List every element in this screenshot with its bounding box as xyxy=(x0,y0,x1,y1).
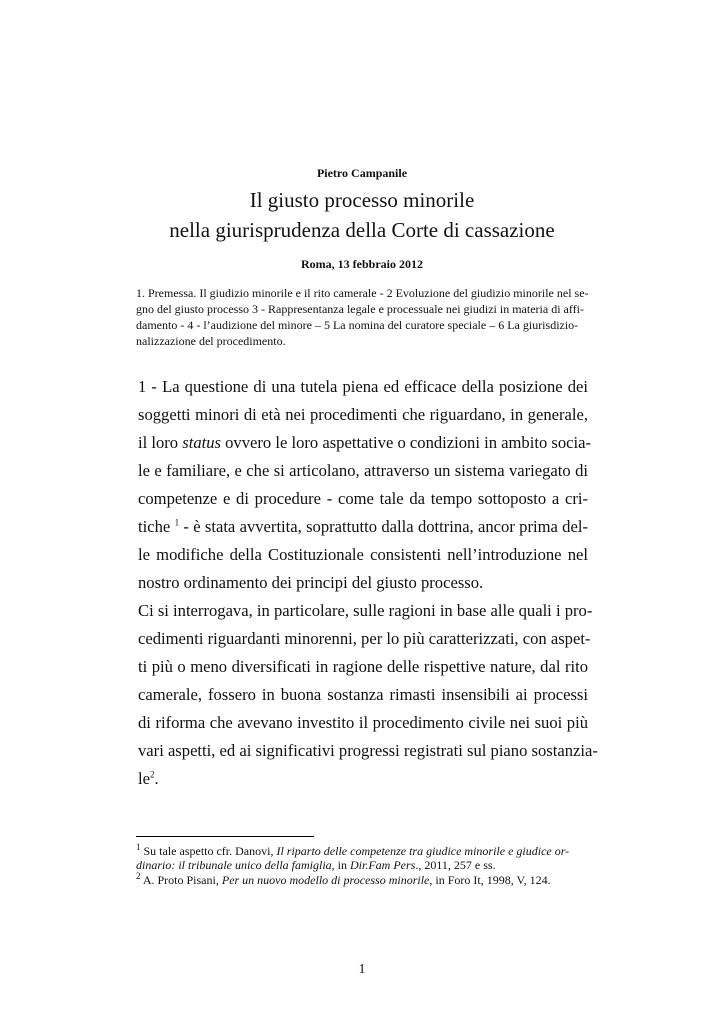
body-line: Ci si interrogava, in particolare, sulle ragioni in base alle quali i pro- xyxy=(138,601,593,620)
body-line: 1 - La questione di una tutela piena ed efficace della posizione dei xyxy=(138,377,588,396)
body-line: vari aspetti, ed ai significativi progressi registrati sul piano sostanzia- xyxy=(138,741,598,760)
footnote-ref-1[interactable]: 1 xyxy=(174,517,180,528)
footnote-2: $^2$ A. Proto Pisani, Per un nuovo modello di processo minorile, in Foro It, 1998, V, 124. xyxy=(136,871,551,887)
date-line: Roma, 13 febbraio 2012 xyxy=(301,257,423,271)
toc-line: nalizzazione del procedimento. xyxy=(136,334,286,348)
footnote-separator xyxy=(136,836,314,837)
body-line: $le^2$. xyxy=(138,769,159,788)
status-term: status xyxy=(182,433,221,452)
toc-line: gno del giusto processo 3 - Rappresentanza legale e processuale nei giudizi in materia di affi- xyxy=(136,302,584,316)
body-line: camerale, fossero in buona sostanza rimasti insensibili ai processi xyxy=(138,685,588,704)
body-line: cedimenti riguardanti minorenni, per lo più caratterizzati, con aspet- xyxy=(138,629,591,648)
body-line: le modifiche della Costituzionale consistenti nell’introduzione nel xyxy=(138,545,588,564)
page-number: 1 xyxy=(358,962,366,977)
body-line: di riforma che avevano investito il procedimento civile nei suoi più xyxy=(138,713,588,732)
body-line: il loro status ovvero le loro aspettative o condizioni in ambito socia- xyxy=(138,433,592,452)
body-line: soggetti minori di età nei procedimenti che riguardano, in generale, xyxy=(138,405,588,424)
title-line-1: Il giusto processo minorile xyxy=(249,188,475,212)
footnote-ref-2[interactable]: 2 xyxy=(149,769,155,780)
footnote-1-cont: dinario: il tribunale unico della famiglia, in Dir.Fam Pers., 2011, 257 e ss. xyxy=(136,858,496,872)
body-line: tiche $^1$ - è stata avvertita, soprattutto dalla dottrina, ancor prima del- xyxy=(138,517,588,536)
body-line: competenze e di procedure - come tale da tempo sottoposto a cri- xyxy=(138,489,588,508)
toc-line: damento - 4 - l’audizione del minore – 5 La nomina del curatore speciale – 6 La giurisdizio- xyxy=(136,318,579,332)
body-line: nostro ordinamento dei principi del giusto processo. xyxy=(138,573,484,592)
toc-line: 1. Premessa. Il giudizio minorile e il rito camerale - 2 Evoluzione del giudizio minorile nel se- xyxy=(136,286,589,300)
body-line: ti più o meno diversificati in ragione delle rispettive nature, dal rito xyxy=(138,657,588,676)
author-name: Pietro Campanile xyxy=(316,166,408,180)
title-line-2: nella giurisprudenza della Corte di cassazione xyxy=(169,218,555,242)
footnote-1: $^1$ Su tale aspetto cfr. Danovi, Il riparto delle competenze tra giudice minorile e giudice or- xyxy=(136,842,570,858)
body-line: le e familiare, e che si articolano, attraverso un sistema variegato di xyxy=(138,461,588,480)
